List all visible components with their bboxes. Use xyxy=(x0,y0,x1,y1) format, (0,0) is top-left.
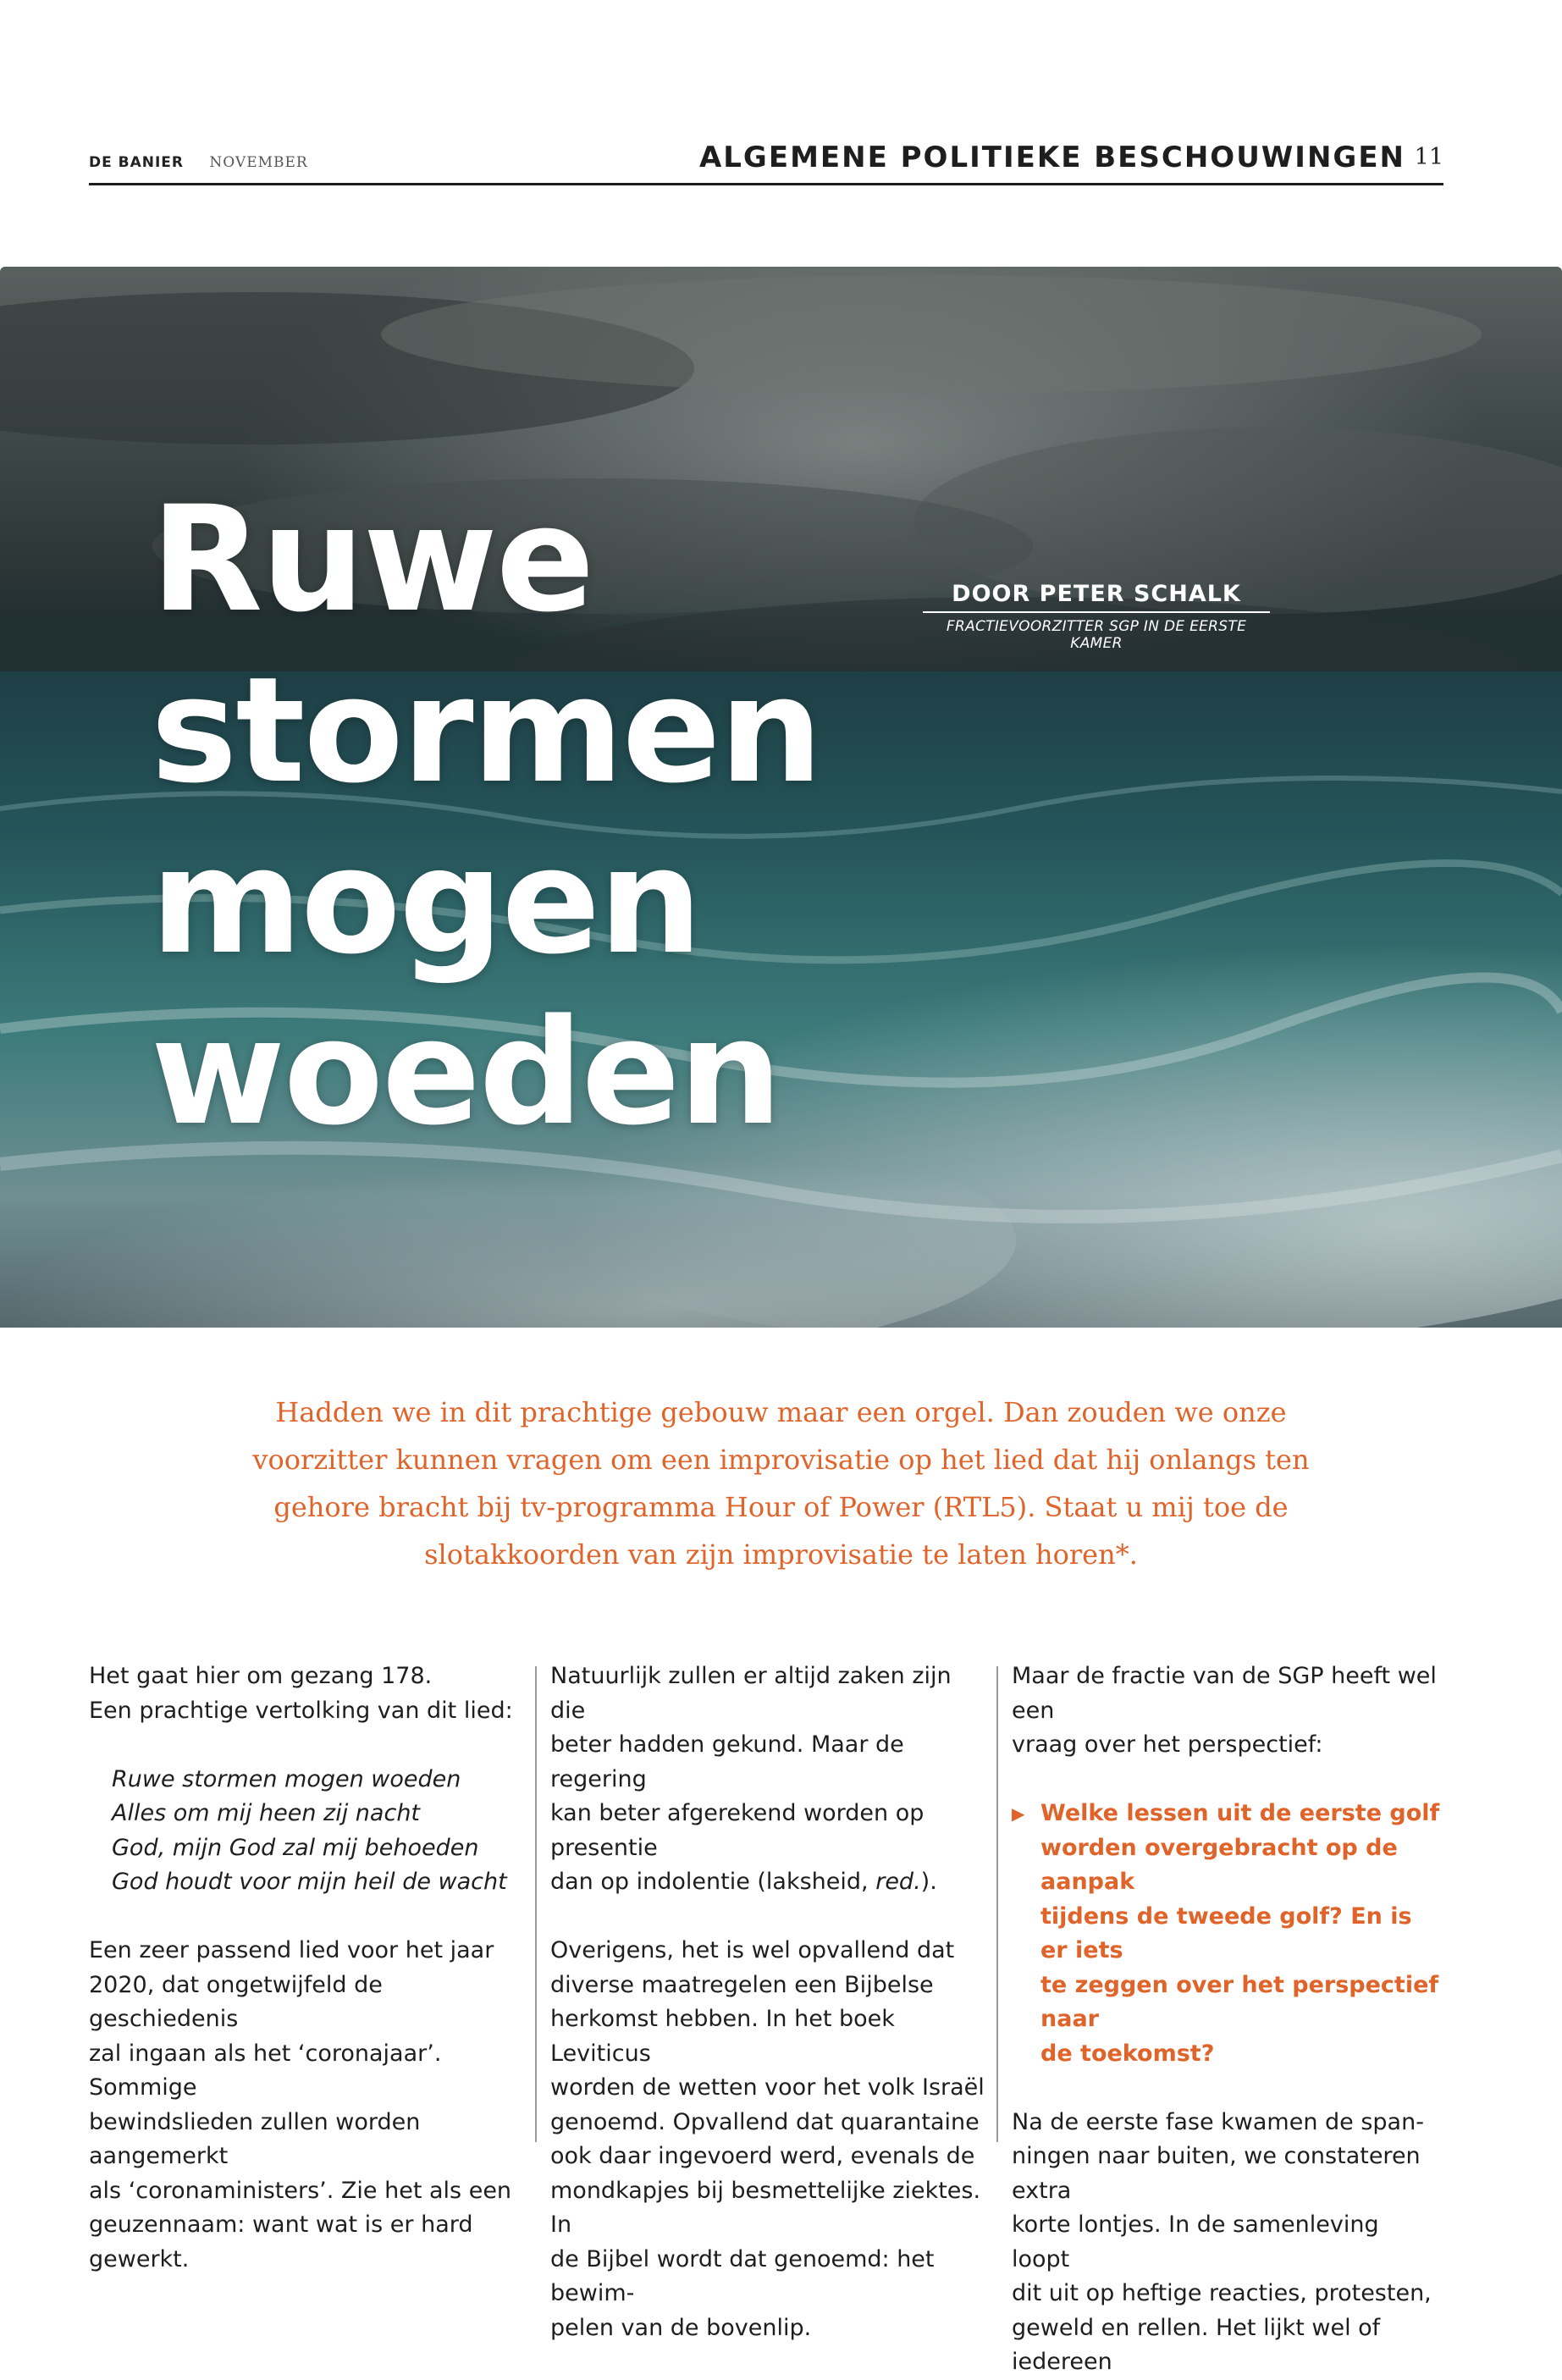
issue-month: NOVEMBER xyxy=(209,154,308,171)
text-line: zal ingaan als het ‘coronajaar’. Sommige xyxy=(89,2040,442,2101)
triangle-right-icon: ▶ xyxy=(1012,1803,1025,1824)
column-1 xyxy=(89,1659,529,2277)
text-line: worden de wetten voor het volk Israël xyxy=(550,2074,985,2101)
author-role: FRACTIEVOORZITTER SGP IN DE EERSTE KAMER xyxy=(946,618,1247,652)
text-line: als ‘coronaministers’. Zie het als een xyxy=(89,2177,512,2204)
text-line: Maar de fractie van de SGP heeft wel een xyxy=(1012,1663,1437,1724)
text-line: herkomst hebben. In het boek Leviticus xyxy=(550,2006,895,2067)
text-line: de Bijbel wordt dat genoemd: het bewim- xyxy=(550,2245,935,2306)
verse-line: Ruwe stormen mogen woeden xyxy=(112,1765,461,1792)
headline-line: woeden xyxy=(151,987,781,1157)
text-line: mondkapjes bij besmettelijke ziektes. In xyxy=(550,2177,981,2238)
lead-paragraph: Hadden we in dit prachtige gebouw maar een orgel. Dan zouden we onze voorzitter kunnen vragen om een improvisatie op het lied dat hij onlangs ten gehore bracht bij tv-programma Hour of Power (RTL5). Staat u mij toe de slotakkoorden van zijn improvisatie te laten horen*. xyxy=(252,1396,1310,1571)
column-divider xyxy=(535,1666,537,2142)
publication-name: DE BANIER xyxy=(89,154,185,171)
text-line: beter hadden gekund. Maar de regering xyxy=(550,1731,904,1792)
article-headline xyxy=(151,474,821,1158)
text-line: geweld en rellen. Het lijkt wel of iedereen xyxy=(1012,2314,1381,2375)
text-line: Overigens, het is wel opvallend dat xyxy=(550,1937,955,1963)
text-line: korte lontjes. In de samenleving loopt xyxy=(1012,2212,1379,2272)
text-fragment: dan op indolentie (laksheid, xyxy=(550,1869,876,1895)
byline xyxy=(923,581,1270,652)
verse-line: God, mijn God zal mij behoeden xyxy=(112,1834,479,1861)
text-line: Een zeer passend lied voor het jaar xyxy=(89,1937,494,1963)
headline-line: mogen xyxy=(151,816,701,986)
text-line: Na de eerste fase kwamen de span- xyxy=(1012,2108,1424,2135)
headline-line: stormen xyxy=(151,645,821,815)
author-name: DOOR PETER SCHALK xyxy=(923,581,1270,613)
question-line: de toekomst? xyxy=(1040,2040,1215,2067)
question-callout xyxy=(1012,1797,1443,2071)
verse-line: Alles om mij heen zij nacht xyxy=(112,1800,421,1826)
headline-line: Ruwe xyxy=(151,474,593,644)
text-line: geuzennaam: want wat is er hard gewerkt. xyxy=(89,2212,473,2272)
question-line: worden overgebracht op de aanpak xyxy=(1040,1834,1398,1895)
text-line: vraag over het perspectief: xyxy=(1012,1731,1323,1758)
text-line: pelen van de bovenlip. xyxy=(550,2314,812,2341)
text-line: bewindslieden zullen worden aangemerkt xyxy=(89,2108,421,2169)
text-line: Een prachtige vertolking van dit lied: xyxy=(89,1697,513,1724)
column-2 xyxy=(550,1659,991,2345)
text-line xyxy=(550,1865,991,1900)
header-rule xyxy=(89,183,1443,185)
running-header-left xyxy=(89,154,308,171)
verse-line: God houdt voor mijn heil de wacht xyxy=(112,1869,507,1895)
column-divider xyxy=(996,1666,998,2142)
text-line: 2020, dat ongetwijfeld de geschiedenis xyxy=(89,1971,383,2032)
question-line: Welke lessen uit de eerste golf xyxy=(1040,1800,1440,1826)
editor-note: red. xyxy=(875,1869,921,1895)
text-line: kan beter afgerekend worden op presentie xyxy=(550,1800,925,1861)
text-line: ook daar ingevoerd werd, evenals de xyxy=(550,2143,975,2169)
text-line: dit uit op heftige reacties, protesten, xyxy=(1012,2280,1432,2306)
text-line: Het gaat hier om gezang 178. xyxy=(89,1663,433,1689)
page-number: 11 xyxy=(1414,144,1443,170)
section-title: ALGEMENE POLITIEKE BESCHOUWINGEN xyxy=(698,141,1405,174)
question-text xyxy=(1040,1797,1443,2071)
column-3 xyxy=(1012,1659,1443,2380)
text-line: ningen naar buiten, we constateren extra xyxy=(1012,2143,1421,2204)
text-line: genoemd. Opvallend dat quarantaine xyxy=(550,2108,980,2135)
hero-image xyxy=(0,267,1562,1328)
text-fragment: ). xyxy=(920,1869,937,1895)
question-line: te zeggen over het perspectief naar xyxy=(1040,1971,1439,2032)
text-line: diverse maatregelen een Bijbelse xyxy=(550,1971,934,1998)
text-line: Natuurlijk zullen er altijd zaken zijn die xyxy=(550,1663,952,1724)
question-line: tijdens de tweede golf? En is er iets xyxy=(1040,1902,1412,1963)
